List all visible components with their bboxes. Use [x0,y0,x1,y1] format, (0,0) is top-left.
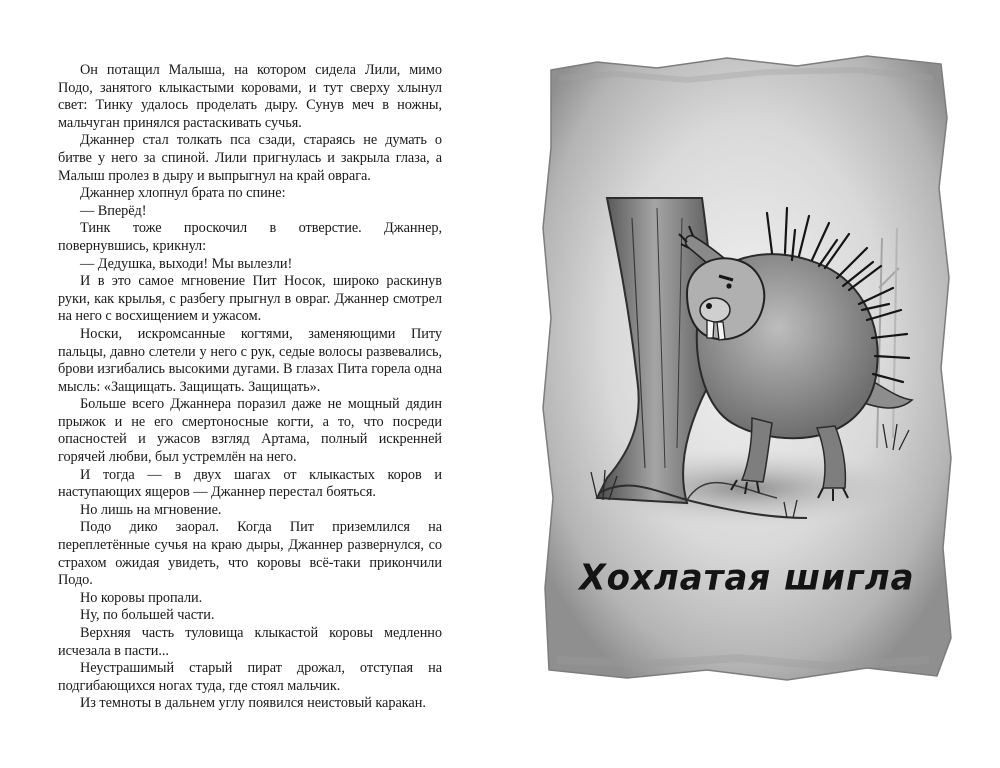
paragraph: И тогда — в двух шагах от клыкастых коров и наступающих ящеров — Джаннер перестал бояться. [58,466,442,501]
paragraph: — Вперёд! [80,202,147,219]
paragraph: Ну, по большей части. [80,607,215,624]
paragraph: Но лишь на мгновение. [80,501,222,518]
paragraph: Из темноты в дальнем углу появился неистовый каракан. [80,695,426,712]
paragraph: Он потащил Малыша, на котором сидела Лили, мимо Подо, занятого клыкастыми коровами, и тут сверху хлынул свет: Тинку удалось проделать дыру. Сунув меч в ножны, мальчуган принялся растаскивать сучья. [58,62,442,131]
paragraph: Подо дико заорал. Когда Пит приземлился на переплетённые сучья на краю дыры, Джаннер развернулся, со страхом ожидая увидеть, что коровы всё-таки прикончили Подо. [58,519,442,589]
paragraph: Джаннер хлопнул брата по спине: [80,185,286,202]
paragraph: Носки, искромсанные когтями, заменяющими Питу пальцы, давно слетели у него с рук, седые волосы развевались, брови изгибались высокими дугами. В глазах Пита горела одна мысль: «Защищать. Защищать. Защищать». [58,325,442,395]
paragraph: Тинк тоже проскочил в отверстие. Джаннер, повернувшись, крикнул: [58,220,442,254]
paragraph: Джаннер стал толкать пса сзади, стараясь не думать о битве у него за спиной. Лили пригнулась и закрыла глаза, а Малыш пролез в дыру и выпрыгнул на край оврага. [58,132,442,184]
paragraph: Больше всего Джаннера поразил даже не мощный дядин прыжок и не его смертоносные когти, а то, что посреди опасностей и ужасов взгляд Артама, полный искренней горячей любви, был устремлён на него. [58,396,442,466]
left-page-text [58,62,442,713]
illustration-caption: Хохлатая шигла [579,557,915,599]
paragraph: Верхняя часть туловища клыкастой коровы медленно исчезала в пасти... [58,625,442,659]
paragraph: И в это самое мгновение Пит Носок, широко раскинув руки, как крылья, с разбегу прыгнул в овраг. Джаннер смотрел на него с восхищением и ужасом. [58,273,442,325]
paragraph: — Дедушка, выходи! Мы вылезли! [80,255,293,272]
creature-head [687,258,764,340]
paragraph: Но коровы пропали. [80,589,203,606]
paragraph: Неустрашимый старый пират дрожал, отступая на подгибающихся ногах туда, где стоял мальчик. [58,660,442,694]
